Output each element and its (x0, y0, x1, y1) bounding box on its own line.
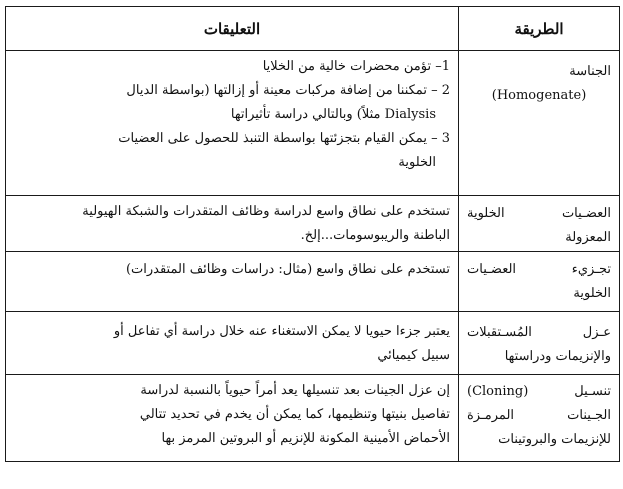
method-line: عـزل المُسـتقبلات (467, 325, 611, 340)
method-line: العضـيات الخلوية (467, 206, 611, 221)
notes-cell (6, 51, 459, 196)
header-notes: التعليقات (6, 7, 459, 51)
method-cell (459, 51, 620, 196)
note-line: 3 – يمكن القيام بتجزئتها بواسطة التنبذ للحصول على العضيات (118, 131, 450, 146)
note-line: إن عزل الجينات بعد تنسيلها يعد أمراً حيوياً بالنسبة لدراسة (140, 383, 450, 398)
notes-cell (6, 252, 459, 312)
method-cell (459, 375, 620, 462)
method-line: للإنزيمات والبروتينات (498, 432, 611, 447)
note-line: Dialysis مثلاً) وبالتالي دراسة تأثيراتها (230, 107, 436, 122)
method-cell (459, 196, 620, 252)
header-method: الطريقة (459, 7, 620, 51)
note-line: يعتبر جزءا حيويا لا يمكن الاستغناء عنه خلال دراسة أي تفاعل أو (113, 324, 450, 339)
method-line: الجناسة (569, 64, 611, 79)
method-line: (Homogenate) (491, 88, 587, 103)
note-line: تستخدم على نطاق واسع (مثال: دراسات وظائف المتقدرات) (125, 262, 450, 277)
table-row (6, 252, 620, 312)
method-line: الجـينات المرمـزة (467, 408, 611, 423)
header-row (6, 7, 620, 51)
method-line: تنسـيل (Cloning) (467, 384, 611, 399)
table-row (6, 312, 620, 375)
table-row (6, 51, 620, 196)
notes-cell (6, 196, 459, 252)
method-cell (459, 252, 620, 312)
note-line: تفاصيل بنيتها وتنظيمها، كما يمكن أن يخدم في تحديد تتالي (139, 407, 450, 422)
notes-cell (6, 312, 459, 375)
note-line: تستخدم على نطاق واسع لدراسة وظائف المتقدرات والشبكة الهيولية (82, 204, 450, 219)
note-line: الباطنة والريبوسومات...إلخ. (300, 228, 450, 243)
table-row (6, 196, 620, 252)
note-line: 2 – تمكننا من إضافة مركبات معينة أو إزالتها (بواسطة الديال (126, 83, 450, 98)
method-line: تجـزيء العضـيات (467, 262, 611, 277)
method-cell (459, 312, 620, 375)
notes-cell (6, 375, 459, 462)
note-line: الخلوية (398, 155, 436, 170)
note-line: سبيل كيميائي (377, 348, 450, 363)
note-line: الأحماض الأمينية المكونة للإنزيم أو البروتين المرمز بها (161, 431, 450, 446)
methods-table (5, 6, 620, 462)
table-row (6, 375, 620, 462)
note-line: 1– تؤمن محضرات خالية من الخلايا (262, 59, 450, 74)
method-line: الخلوية (573, 286, 611, 301)
method-line: المعزولة (565, 230, 611, 245)
method-line: والإنزيمات ودراستها (504, 349, 611, 364)
